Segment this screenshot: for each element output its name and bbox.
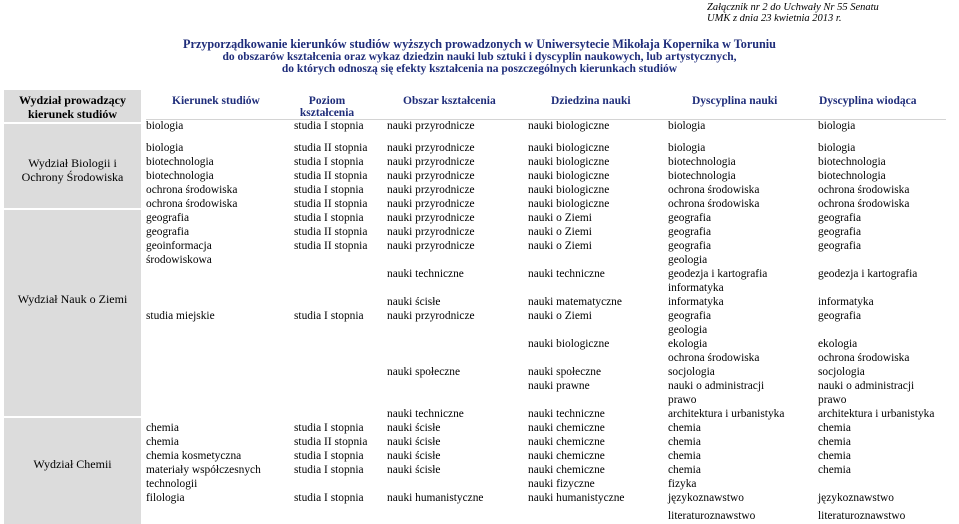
cell-dziedzina: nauki społeczne: [528, 366, 602, 378]
annex-line-1: Załącznik nr 2 do Uchwały Nr 55 Senatu: [707, 2, 879, 13]
table-row: [0, 337, 959, 351]
cell-dyscyplina: geodezja i kartografia: [668, 268, 768, 280]
cell-dyscyplina: chemia: [668, 422, 701, 434]
cell-dziedzina: nauki biologiczne: [528, 170, 610, 182]
cell-kierunek: geografia: [146, 226, 190, 238]
cell-dziedzina: nauki matematyczne: [528, 296, 622, 308]
cell-wiodaca: biologia: [818, 142, 856, 154]
cell-dyscyplina: ochrona środowiska: [668, 184, 760, 196]
table-row: [0, 197, 959, 211]
header-obszar: Obszar kształcenia: [403, 95, 496, 107]
table-row: [0, 253, 959, 267]
cell-dyscyplina: biologia: [668, 120, 706, 132]
cell-poziom: studia II stopnia: [294, 170, 368, 182]
cell-dziedzina: nauki chemiczne: [528, 464, 605, 476]
cell-kierunek: ochrona środowiska: [146, 198, 238, 210]
cell-dziedzina: nauki o Ziemi: [528, 226, 592, 238]
cell-wiodaca: literaturoznawstwo: [818, 510, 906, 522]
cell-kierunek: chemia: [146, 436, 179, 448]
cell-wiodaca: chemia: [818, 450, 851, 462]
title-line-3: do których odnoszą się efekty kształcenia na poszczególnych kierunkach studiów: [281, 63, 678, 76]
table-row: [0, 239, 959, 253]
cell-poziom: studia I stopnia: [294, 492, 364, 504]
cell-obszar: nauki przyrodnicze: [387, 120, 475, 132]
title-line-1: Przyporządkowanie kierunków studiów wyższych prowadzonych w Uniwersytecie Mikołaja Kopernika w Toruniu: [183, 37, 776, 51]
cell-kierunek: ochrona środowiska: [146, 184, 238, 196]
faculty-header-line-2: kierunek studiów: [27, 107, 118, 121]
cell-dziedzina: nauki biologiczne: [528, 120, 610, 132]
cell-dziedzina: nauki chemiczne: [528, 422, 605, 434]
cell-kierunek: studia miejskie: [146, 310, 215, 322]
table-row: [0, 169, 959, 183]
cell-wiodaca: informatyka: [818, 296, 874, 308]
cell-wiodaca: ochrona środowiska: [818, 198, 910, 210]
cell-dyscyplina: chemia: [668, 450, 701, 462]
cell-dziedzina: nauki techniczne: [528, 408, 605, 420]
cell-obszar: nauki przyrodnicze: [387, 170, 475, 182]
cell-dyscyplina: informatyka: [668, 296, 724, 308]
cell-obszar: nauki przyrodnicze: [387, 142, 475, 154]
cell-dziedzina: nauki prawne: [528, 380, 590, 392]
cell-wiodaca: nauki o administracji: [818, 380, 915, 392]
cell-dziedzina: nauki biologiczne: [528, 184, 610, 196]
cell-dyscyplina: biotechnologia: [668, 156, 736, 168]
cell-dyscyplina: geologia: [668, 254, 708, 266]
cell-dziedzina: nauki o Ziemi: [528, 310, 592, 322]
cell-poziom: studia I stopnia: [294, 184, 364, 196]
faculty-header-line-1: Wydział prowadzący: [19, 93, 126, 107]
cell-wiodaca: socjologia: [818, 366, 865, 378]
cell-wiodaca: geografia: [818, 226, 862, 238]
faculty-ziemi-line-1: Wydział Nauk o Ziemi: [17, 292, 128, 306]
cell-dziedzina: nauki techniczne: [528, 268, 605, 280]
cell-poziom: studia I stopnia: [294, 156, 364, 168]
header-poziom-line-2: kształcenia: [299, 107, 355, 119]
cell-kierunek: filologia: [146, 492, 185, 504]
cell-wiodaca: biotechnologia: [818, 170, 886, 182]
cell-obszar: nauki ścisłe: [387, 422, 441, 434]
cell-wiodaca: chemia: [818, 464, 851, 476]
cell-dziedzina: nauki chemiczne: [528, 450, 605, 462]
faculty-chemii-line-1: Wydział Chemii: [33, 457, 112, 471]
cell-obszar: nauki przyrodnicze: [387, 240, 475, 252]
table-row: [0, 421, 959, 435]
cell-obszar: nauki ścisłe: [387, 464, 441, 476]
cell-obszar: nauki ścisłe: [387, 450, 441, 462]
cell-obszar: nauki społeczne: [387, 366, 461, 378]
cell-dyscyplina: biotechnologia: [668, 170, 736, 182]
cell-wiodaca: biologia: [818, 120, 856, 132]
table-row: [0, 509, 959, 523]
table-row: [0, 463, 959, 477]
table-row: [0, 309, 959, 323]
table-row: [0, 155, 959, 169]
cell-wiodaca: chemia: [818, 422, 851, 434]
cell-poziom: studia II stopnia: [294, 142, 368, 154]
cell-obszar: nauki przyrodnicze: [387, 184, 475, 196]
cell-poziom: studia II stopnia: [294, 226, 368, 238]
cell-dyscyplina: geografia: [668, 226, 712, 238]
cell-dziedzina: nauki biologiczne: [528, 142, 610, 154]
annex-note: [707, 2, 879, 24]
cell-wiodaca: ochrona środowiska: [818, 352, 910, 364]
annex-line-2: UMK z dnia 23 kwietnia 2013 r.: [707, 13, 842, 24]
cell-dyscyplina: socjologia: [668, 366, 715, 378]
table-row: [0, 323, 959, 337]
document-title: [0, 38, 959, 76]
cell-kierunek: biologia: [146, 142, 184, 154]
table-row: [0, 225, 959, 239]
table-row: [0, 183, 959, 197]
cell-dziedzina: nauki chemiczne: [528, 436, 605, 448]
cell-dyscyplina: geografia: [668, 240, 712, 252]
cell-poziom: studia II stopnia: [294, 240, 368, 252]
header-dyscyplina: Dyscyplina nauki: [692, 95, 778, 107]
faculty-column-header: [4, 93, 141, 121]
faculty-biologia-line-1: Wydział Biologii i: [28, 156, 117, 170]
cell-dziedzina: nauki o Ziemi: [528, 240, 592, 252]
cell-obszar: nauki przyrodnicze: [387, 310, 475, 322]
cell-poziom: studia I stopnia: [294, 120, 364, 132]
cell-obszar: nauki techniczne: [387, 268, 464, 280]
cell-wiodaca: chemia: [818, 436, 851, 448]
cell-obszar: nauki humanistyczne: [387, 492, 484, 504]
table-row: [0, 141, 959, 155]
cell-wiodaca: geodezja i kartografia: [818, 268, 918, 280]
cell-obszar: nauki przyrodnicze: [387, 156, 475, 168]
cell-wiodaca: językoznawstwo: [818, 492, 894, 504]
header-dyscyplina-wiodaca: Dyscyplina wiodąca: [819, 95, 917, 107]
cell-obszar: nauki techniczne: [387, 408, 464, 420]
cell-dyscyplina: architektura i urbanistyka: [668, 408, 785, 420]
cell-dyscyplina: językoznawstwo: [668, 492, 744, 504]
table-row: [0, 379, 959, 393]
header-poziom: [282, 95, 372, 119]
faculty-biologia-line-2: Ochrony Środowiska: [21, 170, 124, 184]
table-row: [0, 435, 959, 449]
cell-poziom: studia I stopnia: [294, 310, 364, 322]
cell-obszar: nauki przyrodnicze: [387, 226, 475, 238]
cell-dyscyplina: biologia: [668, 142, 706, 154]
cell-obszar: nauki przyrodnicze: [387, 198, 475, 210]
cell-dziedzina: nauki biologiczne: [528, 198, 610, 210]
cell-poziom: studia II stopnia: [294, 436, 368, 448]
cell-kierunek: materiały współczesnych: [146, 464, 261, 476]
cell-wiodaca: biotechnologia: [818, 156, 886, 168]
cell-dziedzina: nauki biologiczne: [528, 156, 610, 168]
cell-wiodaca: prawo: [818, 394, 847, 406]
cell-dyscyplina: ekologia: [668, 338, 708, 350]
cell-kierunek: środowiskowa: [146, 254, 212, 266]
table-row: [0, 393, 959, 407]
cell-obszar: nauki przyrodnicze: [387, 212, 475, 224]
table-row: [0, 477, 959, 491]
cell-kierunek: geoinformacja: [146, 240, 212, 252]
cell-dyscyplina: ochrona środowiska: [668, 198, 760, 210]
table-row: [0, 351, 959, 365]
cell-dyscyplina: geografia: [668, 310, 712, 322]
table-row: [0, 211, 959, 225]
header-poziom-line-1: Poziom: [308, 95, 346, 107]
cell-wiodaca: ochrona środowiska: [818, 184, 910, 196]
cell-kierunek: chemia kosmetyczna: [146, 450, 242, 462]
cell-poziom: studia I stopnia: [294, 212, 364, 224]
table-row: [0, 281, 959, 295]
cell-dyscyplina: nauki o administracji: [668, 380, 765, 392]
cell-kierunek: biotechnologia: [146, 170, 214, 182]
cell-poziom: studia II stopnia: [294, 198, 368, 210]
table-row: [0, 491, 959, 505]
cell-dyscyplina: fizyka: [668, 478, 697, 490]
table-row: [0, 365, 959, 379]
header-kierunek: Kierunek studiów: [172, 95, 260, 107]
cell-poziom: studia I stopnia: [294, 450, 364, 462]
cell-kierunek: geografia: [146, 212, 190, 224]
cell-dyscyplina: literaturoznawstwo: [668, 510, 756, 522]
cell-obszar: nauki ścisłe: [387, 296, 441, 308]
cell-kierunek: biologia: [146, 120, 184, 132]
cell-dyscyplina: prawo: [668, 394, 697, 406]
cell-dyscyplina: informatyka: [668, 282, 724, 294]
cell-dziedzina: nauki humanistyczne: [528, 492, 625, 504]
cell-wiodaca: ekologia: [818, 338, 858, 350]
table-row: [0, 119, 959, 133]
table-row: [0, 295, 959, 309]
cell-wiodaca: geografia: [818, 310, 862, 322]
cell-obszar: nauki ścisłe: [387, 436, 441, 448]
title-line-2: do obszarów kształcenia oraz wykaz dziedzin nauki lub sztuki i dyscyplin naukowych, lub artystycznych,: [222, 50, 737, 63]
cell-wiodaca: geografia: [818, 212, 862, 224]
cell-dyscyplina: geologia: [668, 324, 708, 336]
cell-kierunek: chemia: [146, 422, 179, 434]
cell-poziom: studia I stopnia: [294, 464, 364, 476]
table-row: [0, 267, 959, 281]
table-row: [0, 407, 959, 421]
header-dziedzina: Dziedzina nauki: [551, 95, 631, 107]
cell-dyscyplina: chemia: [668, 436, 701, 448]
cell-dziedzina: nauki o Ziemi: [528, 212, 592, 224]
cell-dyscyplina: geografia: [668, 212, 712, 224]
cell-kierunek: technologii: [146, 478, 198, 490]
cell-dziedzina: nauki biologiczne: [528, 338, 610, 350]
cell-poziom: studia I stopnia: [294, 422, 364, 434]
cell-wiodaca: geografia: [818, 240, 862, 252]
cell-dyscyplina: ochrona środowiska: [668, 352, 760, 364]
cell-dyscyplina: chemia: [668, 464, 701, 476]
table-row: [0, 449, 959, 463]
cell-wiodaca: architektura i urbanistyka: [818, 408, 935, 420]
cell-dziedzina: nauki fizyczne: [528, 478, 595, 490]
cell-kierunek: biotechnologia: [146, 156, 214, 168]
